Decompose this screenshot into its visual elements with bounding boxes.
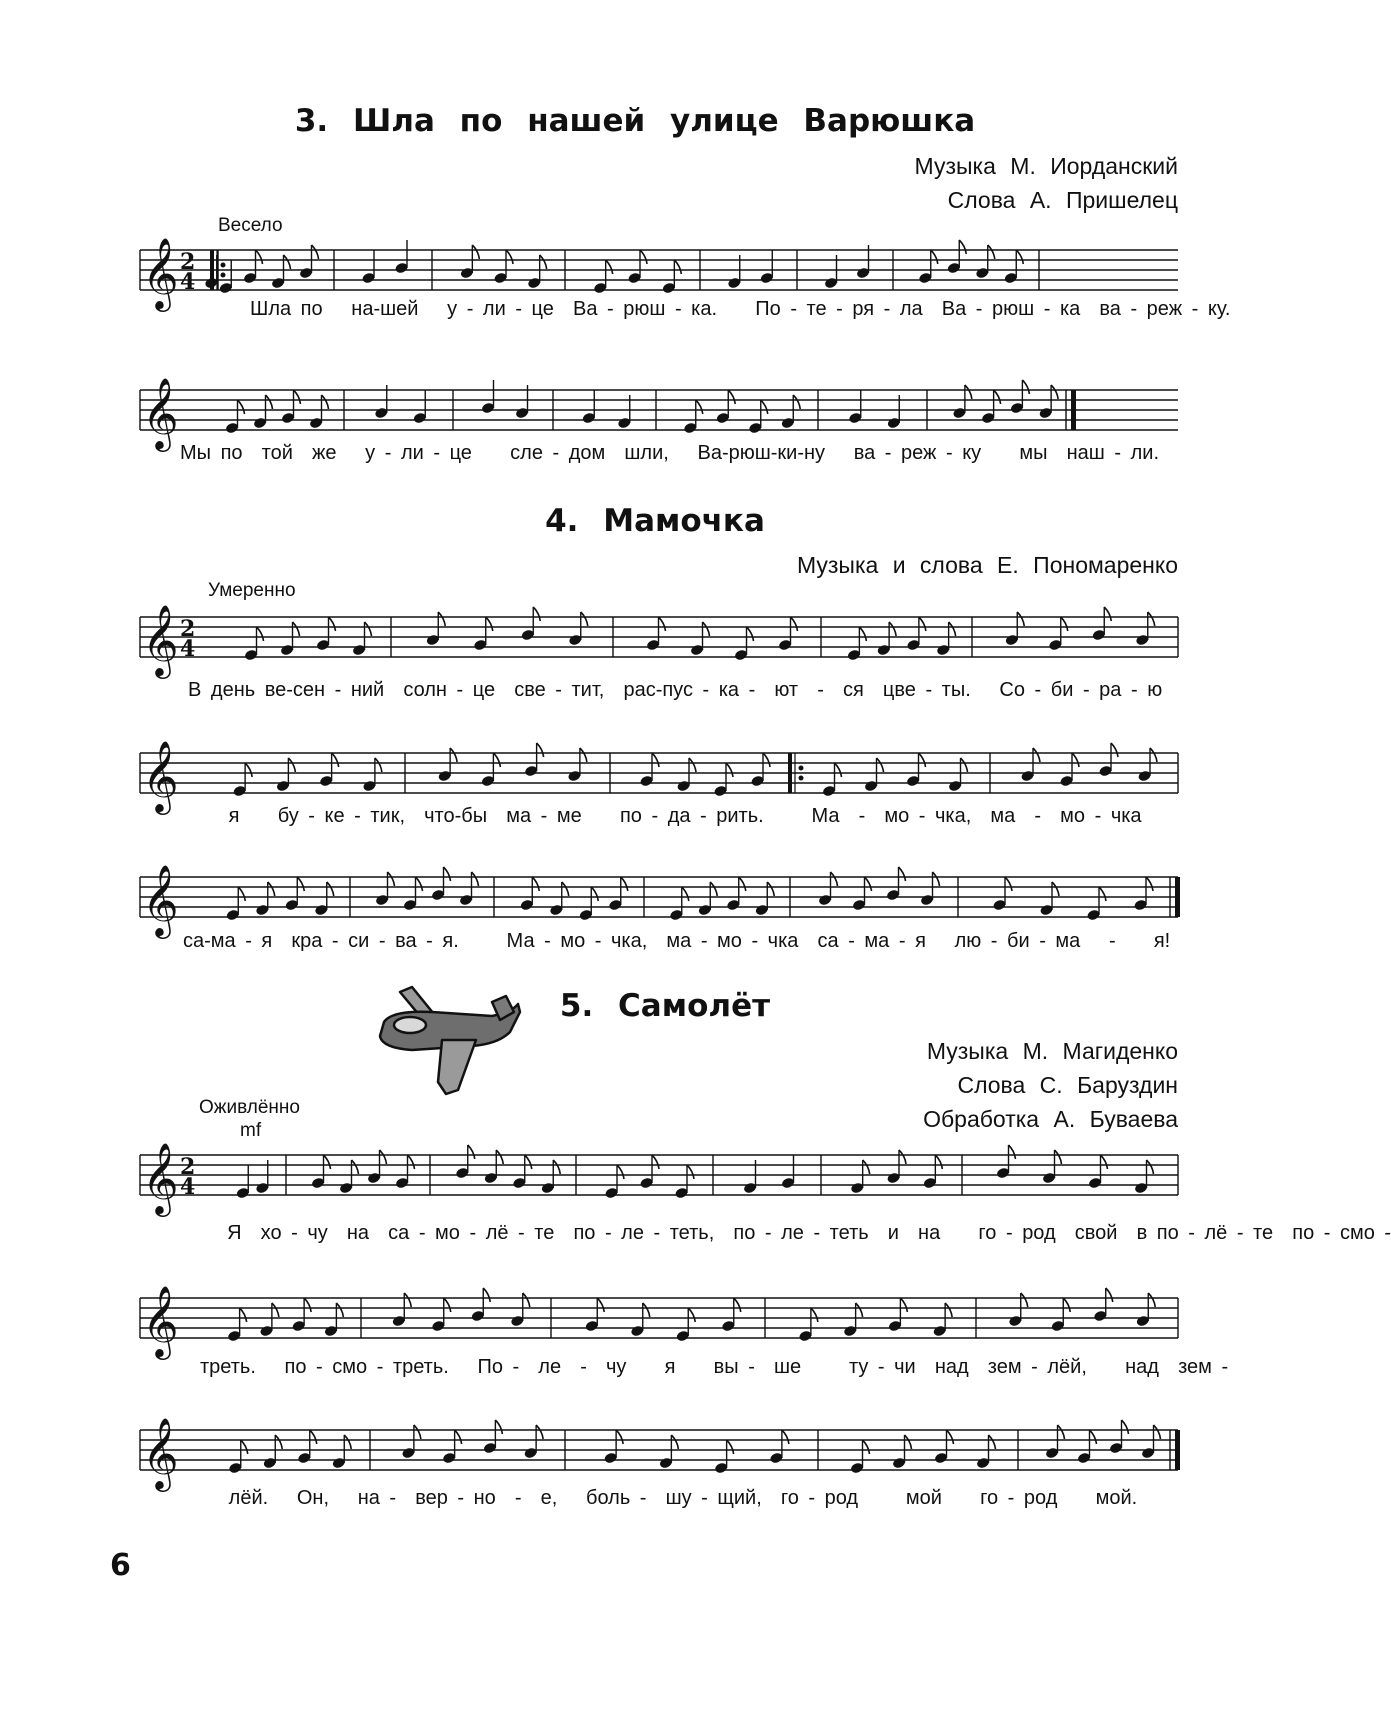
lyrics-line: лёй. Он, на - вер - но - е, боль - шу - щий, го - род мой го - род мой. — [200, 1487, 1138, 1509]
song-title: 3. Шла по нашей улице Варюшка — [294, 103, 976, 139]
note-flag — [240, 1308, 247, 1322]
note-flag — [344, 1435, 351, 1449]
note-flag — [761, 400, 768, 414]
note-flag — [621, 877, 628, 891]
note-flag — [703, 622, 710, 636]
note-flag — [238, 887, 245, 901]
note-flag — [640, 250, 647, 264]
final-bar-line — [1175, 1430, 1180, 1470]
note-flag — [877, 758, 884, 772]
note-flag — [617, 1165, 624, 1179]
note-flag — [523, 1293, 530, 1307]
composer-credit: Музыка М. Магиденко — [926, 1038, 1178, 1064]
note-flag — [293, 622, 300, 636]
note-flag — [659, 617, 666, 631]
note-flag — [537, 743, 544, 757]
tempo-marking: Умеренно — [208, 580, 296, 601]
note-flag — [965, 385, 972, 399]
note-flag — [947, 1430, 954, 1444]
note-flag — [652, 1155, 659, 1169]
note-flag — [1016, 250, 1023, 264]
lyrics-line: са-ма - я кра - си - ва - я. Ма - мо - чка, ма - мо - чка са - ма - я лю - би - ма - я! — [183, 930, 1171, 952]
note-flag — [275, 1435, 282, 1449]
note-flag — [1009, 1145, 1016, 1159]
note-flag — [553, 1160, 560, 1174]
page-number: 6 — [110, 1548, 131, 1583]
note-flag — [416, 877, 423, 891]
note-flag — [324, 1155, 331, 1169]
note-flag — [540, 255, 547, 269]
note-flag — [241, 1440, 248, 1454]
note-flag — [1090, 1430, 1097, 1444]
note-flag — [791, 617, 798, 631]
note-flag — [763, 753, 770, 767]
note-flag — [989, 1435, 996, 1449]
note-flag — [616, 1430, 623, 1444]
note-flag — [739, 877, 746, 891]
note-flag — [268, 882, 275, 896]
music-staff — [0, 857, 1270, 937]
lyrics-line: я бу - ке - тик, что-бы ма - ме по - да - рить. Ма - мо - чка, ма - мо - чка — [200, 805, 1142, 827]
lyricist-credit: Слова С. Баруздин — [957, 1072, 1178, 1098]
note-flag — [1111, 743, 1118, 757]
note-flag — [493, 753, 500, 767]
repeat-sign — [788, 753, 792, 793]
music-staff — [0, 1135, 1270, 1215]
final-bar-line — [1175, 877, 1180, 917]
note-flag — [591, 887, 598, 901]
note-flag — [899, 867, 906, 881]
treble-clef-icon: 𝄞 — [142, 376, 179, 449]
note-flag — [1021, 1293, 1028, 1307]
note-flag — [945, 1303, 952, 1317]
note-flag — [238, 400, 245, 414]
note-flag — [889, 622, 896, 636]
lyrics-line: Шла по на-шей у - ли - це Ва - рюш - ка. По - те - ря - ла Ва - рюш - ка ва - реж - ку. — [250, 298, 1231, 320]
note-flag — [1099, 887, 1106, 901]
note-flag — [310, 1430, 317, 1444]
note-flag — [1063, 1298, 1070, 1312]
lyrics-line: треть. по - смо - треть. По - ле - чу я вы - ше ту - чи над зем - лёй, над зем - — [200, 1356, 1229, 1378]
note-flag — [688, 1308, 695, 1322]
note-flag — [1052, 882, 1059, 896]
lyrics-line: В день ве-сен - ний солн - це све - тит, рас-пус - ка - ют - ся цве - ты. Со - би - ра - ю — [188, 679, 1163, 701]
treble-clef-icon: 𝄞 — [142, 1416, 179, 1489]
note-flag — [726, 763, 733, 777]
lyrics-line: Я хо - чу на са - мо - лё - те по - ле - теть, по - ле - теть и на го - род свой в по - лё - те по - смо - — [208, 1222, 1391, 1244]
note-flag — [919, 753, 926, 767]
note-flag — [949, 622, 956, 636]
note-flag — [597, 1298, 604, 1312]
note-flag — [1055, 1150, 1062, 1164]
note-flag — [304, 1298, 311, 1312]
note-flag — [352, 1160, 359, 1174]
note-flag — [256, 250, 263, 264]
treble-clef-icon: 𝄞 — [142, 863, 179, 936]
treble-clef-icon: 𝄞 — [142, 739, 179, 812]
note-flag — [1150, 748, 1157, 762]
repeat-dot — [221, 263, 226, 268]
note-flag — [1022, 380, 1029, 394]
note-flag — [959, 240, 966, 254]
note-flag — [1033, 748, 1040, 762]
note-flag — [734, 1298, 741, 1312]
note-flag — [536, 1425, 543, 1439]
note-flag — [525, 1155, 532, 1169]
note-flag — [1148, 612, 1155, 626]
note-flag — [671, 1435, 678, 1449]
lyrics-line: Мы по той же у - ли - це сле - дом шли, Ва-рюш-ки-ну ва - реж - ку мы наш - ли. — [180, 442, 1160, 464]
note-flag — [931, 250, 938, 264]
note-flag — [472, 245, 479, 259]
note-flag — [863, 1440, 870, 1454]
note-flag — [506, 250, 513, 264]
note-flag — [472, 872, 479, 886]
note-flag — [793, 395, 800, 409]
note-flag — [710, 882, 717, 896]
note-flag — [483, 1288, 490, 1302]
note-flag — [266, 395, 273, 409]
tempo-marking: Весело — [218, 215, 283, 236]
note-flag — [580, 748, 587, 762]
tempo-marking: Оживлённо — [199, 1097, 300, 1118]
time-signature-top: 2 — [180, 1154, 196, 1180]
note-flag — [495, 1420, 502, 1434]
note-flag — [1106, 1288, 1113, 1302]
treble-clef-icon: 𝄞 — [142, 603, 179, 676]
note-flag — [365, 622, 372, 636]
airplane-icon — [372, 982, 522, 1097]
composer-credit: Музыка М. Иорданский — [914, 153, 1178, 179]
note-flag — [444, 867, 451, 881]
note-flag — [438, 612, 445, 626]
note-flag — [375, 758, 382, 772]
repeat-dot — [799, 776, 804, 781]
note-flag — [747, 627, 754, 641]
note-flag — [905, 1435, 912, 1449]
note-flag — [322, 395, 329, 409]
time-signature-bottom: 4 — [180, 269, 196, 295]
note-flag — [272, 1303, 279, 1317]
music-staff — [0, 370, 1270, 450]
note-flag — [414, 1425, 421, 1439]
note-flag — [284, 255, 291, 269]
note-flag — [863, 1160, 870, 1174]
note-flag — [994, 390, 1001, 404]
note-flag — [899, 1150, 906, 1164]
note-flag — [935, 1155, 942, 1169]
note-flag — [606, 260, 613, 274]
note-flag — [294, 390, 301, 404]
note-flag — [696, 400, 703, 414]
note-flag — [1154, 1425, 1161, 1439]
note-flag — [297, 877, 304, 891]
note-flag — [782, 1430, 789, 1444]
note-flag — [1104, 607, 1111, 621]
note-flag — [408, 1155, 415, 1169]
note-flag — [388, 872, 395, 886]
time-signature-bottom: 4 — [180, 1174, 196, 1200]
note-flag — [1146, 877, 1153, 891]
music-staff — [0, 1278, 1270, 1358]
dynamic-marking: mf — [240, 1120, 262, 1141]
note-flag — [562, 882, 569, 896]
note-flag — [380, 1150, 387, 1164]
time-signature-top: 2 — [180, 616, 196, 642]
note-flag — [312, 245, 319, 259]
treble-clef-icon: 𝄞 — [142, 1284, 179, 1357]
note-flag — [288, 758, 295, 772]
note-flag — [336, 1303, 343, 1317]
treble-clef-icon: 𝄞 — [142, 236, 179, 309]
note-flag — [689, 758, 696, 772]
repeat-dot — [221, 273, 226, 278]
note-flag — [1147, 1160, 1154, 1174]
song-title: 5. Самолёт — [559, 988, 771, 1024]
lyricist-credit: Слова А. Пришелец — [947, 187, 1178, 213]
music-staff — [0, 1410, 1270, 1490]
repeat-dot — [799, 766, 804, 771]
note-flag — [455, 1430, 462, 1444]
note-flag — [404, 1293, 411, 1307]
note-flag — [933, 872, 940, 886]
note-flag — [496, 1150, 503, 1164]
note-flag — [468, 1145, 475, 1159]
note-flag — [581, 612, 588, 626]
note-flag — [687, 1165, 694, 1179]
note-flag — [728, 390, 735, 404]
note-flag — [1058, 1425, 1065, 1439]
note-flag — [1148, 1293, 1155, 1307]
note-flag — [486, 617, 493, 631]
note-flag — [444, 1298, 451, 1312]
note-flag — [332, 753, 339, 767]
time-signature-bottom: 4 — [180, 636, 196, 662]
note-flag — [919, 617, 926, 631]
note-flag — [1017, 612, 1024, 626]
note-flag — [652, 753, 659, 767]
note-flag — [961, 758, 968, 772]
note-flag — [682, 887, 689, 901]
note-flag — [811, 1308, 818, 1322]
note-flag — [245, 763, 252, 777]
note-flag — [856, 1303, 863, 1317]
note-flag — [1072, 753, 1079, 767]
arranger-credit: Обработка А. Буваева — [923, 1106, 1178, 1132]
note-flag — [1101, 1155, 1108, 1169]
note-flag — [643, 1303, 650, 1317]
treble-clef-icon: 𝄞 — [142, 1141, 179, 1214]
note-flag — [988, 245, 995, 259]
final-bar-line — [1071, 390, 1076, 430]
music-staff — [0, 597, 1270, 677]
note-flag — [767, 882, 774, 896]
note-flag — [450, 748, 457, 762]
note-flag — [257, 627, 264, 641]
note-flag — [1005, 877, 1012, 891]
composer-credit: Музыка и слова Е. Пономаренко — [796, 552, 1178, 578]
note-flag — [727, 1440, 734, 1454]
note-flag — [835, 763, 842, 777]
note-flag — [674, 260, 681, 274]
note-flag — [900, 1298, 907, 1312]
music-staff — [0, 733, 1270, 813]
note-flag — [831, 872, 838, 886]
note-flag — [329, 617, 336, 631]
note-flag — [533, 607, 540, 621]
note-flag — [859, 627, 866, 641]
note-flag — [1051, 385, 1058, 399]
note-flag — [327, 882, 334, 896]
note-flag — [1122, 1420, 1129, 1434]
song-title: 4. Мамочка — [545, 503, 765, 539]
note-flag — [1061, 617, 1068, 631]
note-flag — [865, 877, 872, 891]
time-signature-top: 2 — [180, 249, 196, 275]
note-flag — [532, 877, 539, 891]
